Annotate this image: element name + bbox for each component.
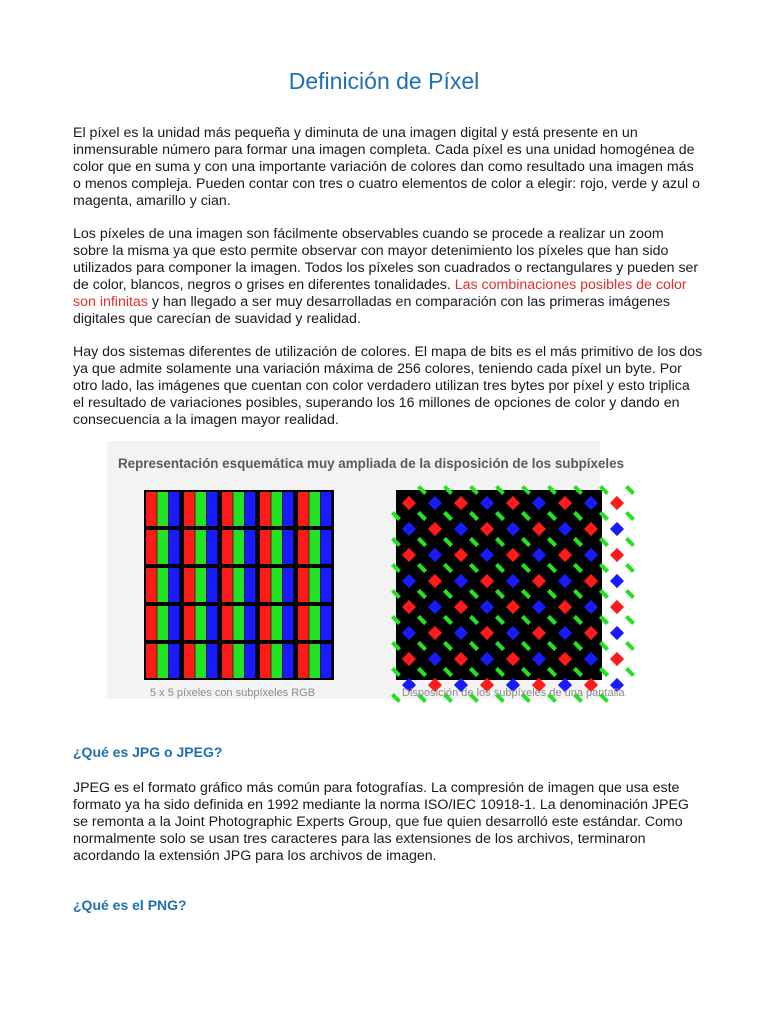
green-subpixel — [469, 667, 479, 677]
diamond-subpixel — [584, 496, 598, 510]
rgb-subpixel — [321, 606, 332, 640]
green-subpixel — [599, 589, 609, 599]
rgb-subpixel — [260, 492, 271, 526]
green-subpixel — [573, 511, 583, 521]
diamond-subpixel — [558, 652, 572, 666]
green-subpixel — [391, 563, 401, 573]
diamond-subpixel — [610, 496, 624, 510]
paragraph-pixel-zoom — [73, 226, 703, 328]
green-subpixel — [391, 589, 401, 599]
rgb-subpixel — [233, 644, 244, 678]
green-subpixel — [417, 511, 427, 521]
diamond-subpixel — [402, 496, 416, 510]
rgb-subpixel — [260, 644, 271, 678]
green-subpixel — [417, 667, 427, 677]
rgb-subpixel — [271, 530, 282, 564]
green-subpixel — [599, 537, 609, 547]
rgb-subpixel — [283, 606, 294, 640]
green-subpixel — [599, 485, 609, 495]
rgb-subpixel — [207, 530, 218, 564]
diamond-subpixel — [402, 652, 416, 666]
diamond-subpixel — [532, 496, 546, 510]
rgb-subpixel — [146, 568, 157, 602]
green-subpixel — [599, 563, 609, 573]
diamond-subpixel — [480, 522, 494, 536]
rgb-subpixel — [271, 568, 282, 602]
diamond-subpixel-grid — [396, 490, 602, 680]
rgb-subpixel — [169, 530, 180, 564]
green-subpixel — [391, 511, 401, 521]
diamond-subpixel — [428, 522, 442, 536]
green-subpixel — [625, 589, 635, 599]
rgb-subpixel — [283, 530, 294, 564]
figure-right-label: Disposición de los subpíxeles de una pantalla — [402, 687, 625, 699]
diamond-subpixel — [428, 496, 442, 510]
green-subpixel — [495, 615, 505, 625]
green-subpixel — [547, 563, 557, 573]
diamond-subpixel — [506, 496, 520, 510]
green-subpixel — [547, 511, 557, 521]
diamond-subpixel — [584, 652, 598, 666]
rgb-subpixel — [245, 644, 256, 678]
rgb-subpixel — [157, 606, 168, 640]
rgb-subpixel — [207, 644, 218, 678]
paragraph-text: Los píxeles de una imagen son fácilmente observables cuando se procede a realizar un zoom sobre la misma ya que esto permite observar con mayor detenimiento los píxeles que han sido utilizados para componer la imagen. Todos los píxeles son cuadrados o rectangulares y pueden ser de color, blancos, negros o grises en diferentes tonalidades. — [73, 226, 699, 293]
diamond-subpixel — [454, 548, 468, 562]
rgb-subpixel — [245, 568, 256, 602]
rgb-subpixel — [157, 644, 168, 678]
green-subpixel — [443, 589, 453, 599]
green-subpixel — [391, 667, 401, 677]
green-subpixel — [469, 563, 479, 573]
diamond-subpixel — [558, 496, 572, 510]
rgb-subpixel — [184, 568, 195, 602]
rgb-subpixel — [271, 606, 282, 640]
rgb-subpixel — [245, 492, 256, 526]
green-subpixel — [495, 589, 505, 599]
green-subpixel — [443, 485, 453, 495]
green-subpixel — [495, 537, 505, 547]
green-subpixel — [547, 615, 557, 625]
rgb-subpixel — [146, 644, 157, 678]
green-subpixel — [573, 589, 583, 599]
rgb-subpixel — [260, 568, 271, 602]
diamond-subpixel — [480, 574, 494, 588]
rgb-subpixel — [222, 530, 233, 564]
green-subpixel — [391, 693, 401, 703]
rgb-subpixel — [309, 568, 320, 602]
rgb-subpixel — [298, 568, 309, 602]
section-heading-png: ¿Qué es el PNG? — [73, 897, 187, 913]
section-heading-jpeg: ¿Qué es JPG o JPEG? — [73, 744, 223, 760]
diamond-subpixel — [558, 548, 572, 562]
green-subpixel — [521, 537, 531, 547]
rgb-subpixel — [222, 644, 233, 678]
green-subpixel — [417, 615, 427, 625]
rgb-subpixel — [260, 530, 271, 564]
green-subpixel — [443, 641, 453, 651]
diamond-subpixel — [480, 496, 494, 510]
green-subpixel — [625, 667, 635, 677]
diamond-subpixel — [532, 600, 546, 614]
diamond-subpixel — [402, 548, 416, 562]
green-subpixel — [625, 615, 635, 625]
green-subpixel — [599, 615, 609, 625]
rgb-subpixel — [222, 606, 233, 640]
rgb-subpixel — [298, 606, 309, 640]
diamond-subpixel — [558, 574, 572, 588]
diamond-subpixel — [610, 626, 624, 640]
green-subpixel — [521, 511, 531, 521]
green-subpixel — [417, 563, 427, 573]
rgb-subpixel — [146, 492, 157, 526]
green-subpixel — [573, 667, 583, 677]
rgb-subpixel — [195, 530, 206, 564]
rgb-subpixel — [222, 568, 233, 602]
rgb-subpixel — [146, 606, 157, 640]
diamond-subpixel — [428, 626, 442, 640]
green-subpixel — [469, 641, 479, 651]
green-subpixel — [573, 563, 583, 573]
rgb-subpixel — [146, 530, 157, 564]
paragraph-jpeg: JPEG es el formato gráfico más común para fotografías. La compresión de imagen que usa este formato ya ha sido definida en 1992 mediante la norma ISO/IEC 10918-1. La denominación JPEG se remonta a la Joint Photographic Experts Group, que fue quien desarrolló este estándar. Como normalmente solo se usan tres caracteres para las extensiones de los archivos, terminaron acordando la extensión JPG para los archivos de imagen. — [73, 780, 689, 864]
green-subpixel — [469, 485, 479, 495]
green-subpixel — [547, 641, 557, 651]
rgb-subpixel — [195, 644, 206, 678]
diamond-subpixel — [584, 600, 598, 614]
rgb-subpixel — [195, 606, 206, 640]
green-subpixel — [625, 563, 635, 573]
green-subpixel — [417, 537, 427, 547]
diamond-subpixel — [610, 574, 624, 588]
rgb-subpixel — [169, 492, 180, 526]
rgb-subpixel — [245, 606, 256, 640]
diamond-subpixel — [454, 496, 468, 510]
rgb-subpixel — [169, 644, 180, 678]
green-subpixel — [547, 589, 557, 599]
diamond-subpixel — [506, 652, 520, 666]
rgb-subpixel — [283, 568, 294, 602]
rgb-subpixel — [184, 530, 195, 564]
paragraph-pixel-definition: El píxel es la unidad más pequeña y diminuta de una imagen digital y está presente en un inmensurable número para formar una imagen completa. Cada píxel es una unidad homogénea de color que en suma y con una importante variación de colores dan como resultado una imagen más o menos compleja. Pueden contar con tres o cuatro elementos de color a elegir: rojo, verde y azul o magenta, amarillo y cian. — [73, 125, 700, 209]
rgb-subpixel — [283, 644, 294, 678]
diamond-subpixel — [454, 600, 468, 614]
rgb-subpixel — [321, 530, 332, 564]
diamond-subpixel — [428, 600, 442, 614]
rgb-subpixel — [157, 568, 168, 602]
green-subpixel — [625, 511, 635, 521]
green-subpixel — [443, 563, 453, 573]
green-subpixel — [469, 511, 479, 521]
rgb-subpixel — [207, 606, 218, 640]
green-subpixel — [573, 615, 583, 625]
diamond-subpixel — [480, 626, 494, 640]
green-subpixel — [521, 615, 531, 625]
rgb-subpixel — [207, 492, 218, 526]
rgb-subpixel — [298, 492, 309, 526]
diamond-subpixel — [532, 652, 546, 666]
green-subpixel — [521, 589, 531, 599]
diamond-subpixel — [454, 522, 468, 536]
rgb-subpixel — [321, 568, 332, 602]
rgb-subpixel — [271, 492, 282, 526]
diamond-subpixel — [558, 626, 572, 640]
diamond-subpixel — [610, 600, 624, 614]
green-subpixel — [625, 641, 635, 651]
diamond-subpixel — [402, 522, 416, 536]
green-subpixel — [469, 537, 479, 547]
rgb-subpixel — [233, 568, 244, 602]
paragraph-color-systems: Hay dos sistemas diferentes de utilización de colores. El mapa de bits es el más primitivo de los dos ya que admite solamente una variación máxima de 256 colores, teniendo cada píxel un byte. Por otro lado, las imágenes que cuentan con color verdadero utilizan tres bytes por píxel y esto triplica el resultado de variaciones posibles, superando los 16 millones de opciones de color y dando en consecuencia a la imagen mayor realidad. — [73, 344, 703, 428]
rgb-subpixel — [157, 530, 168, 564]
rgb-subpixel — [233, 530, 244, 564]
rgb-subpixel — [309, 492, 320, 526]
green-subpixel — [521, 641, 531, 651]
green-subpixel — [599, 641, 609, 651]
rgb-subpixel — [222, 492, 233, 526]
green-subpixel — [521, 563, 531, 573]
green-subpixel — [417, 485, 427, 495]
green-subpixel — [625, 537, 635, 547]
green-subpixel — [469, 589, 479, 599]
diamond-subpixel — [584, 574, 598, 588]
paragraph-text: y han llegado a ser muy desarrolladas en comparación con las primeras imágenes digitales que carecían de suavidad y realidad. — [73, 294, 670, 327]
green-subpixel — [573, 537, 583, 547]
diamond-subpixel — [610, 548, 624, 562]
rgb-subpixel — [309, 606, 320, 640]
diamond-subpixel — [584, 626, 598, 640]
green-subpixel — [495, 667, 505, 677]
diamond-subpixel — [480, 548, 494, 562]
rgb-subpixel — [298, 530, 309, 564]
green-subpixel — [547, 537, 557, 547]
rgb-subpixel-grid — [144, 490, 334, 680]
rgb-subpixel — [283, 492, 294, 526]
green-subpixel — [573, 641, 583, 651]
diamond-subpixel — [402, 626, 416, 640]
green-subpixel — [521, 485, 531, 495]
diamond-subpixel — [558, 522, 572, 536]
rgb-subpixel — [184, 492, 195, 526]
rgb-subpixel — [195, 568, 206, 602]
rgb-subpixel — [233, 606, 244, 640]
page-title: Definición de Píxel — [288, 68, 480, 94]
green-subpixel — [547, 667, 557, 677]
green-subpixel — [521, 667, 531, 677]
diamond-subpixel — [532, 574, 546, 588]
diamond-subpixel — [480, 600, 494, 614]
green-subpixel — [495, 563, 505, 573]
figure-caption: Representación esquemática muy ampliada de la disposición de los subpíxeles — [118, 456, 625, 471]
green-subpixel — [391, 641, 401, 651]
green-subpixel — [443, 511, 453, 521]
diamond-subpixel — [454, 626, 468, 640]
rgb-subpixel — [169, 568, 180, 602]
figure-left-label: 5 x 5 píxeles con subpíxeles RGB — [150, 687, 316, 699]
green-subpixel — [391, 537, 401, 547]
green-subpixel — [417, 641, 427, 651]
rgb-subpixel — [271, 644, 282, 678]
green-subpixel — [495, 485, 505, 495]
green-subpixel — [599, 667, 609, 677]
diamond-subpixel — [532, 626, 546, 640]
rgb-subpixel — [321, 492, 332, 526]
diamond-subpixel — [506, 522, 520, 536]
green-subpixel — [625, 485, 635, 495]
rgb-subpixel — [184, 606, 195, 640]
diamond-subpixel — [402, 600, 416, 614]
diamond-subpixel — [480, 652, 494, 666]
rgb-subpixel — [321, 644, 332, 678]
green-subpixel — [495, 511, 505, 521]
rgb-subpixel — [245, 530, 256, 564]
green-subpixel — [443, 615, 453, 625]
green-subpixel — [573, 485, 583, 495]
diamond-subpixel — [610, 652, 624, 666]
rgb-subpixel — [207, 568, 218, 602]
diamond-subpixel — [402, 574, 416, 588]
green-subpixel — [495, 641, 505, 651]
diamond-subpixel — [428, 574, 442, 588]
diamond-subpixel — [506, 626, 520, 640]
diamond-subpixel — [584, 548, 598, 562]
rgb-subpixel — [157, 492, 168, 526]
rgb-subpixel — [260, 606, 271, 640]
diamond-subpixel — [428, 548, 442, 562]
green-subpixel — [443, 537, 453, 547]
diamond-subpixel — [506, 574, 520, 588]
rgb-subpixel — [184, 644, 195, 678]
rgb-subpixel — [233, 492, 244, 526]
diamond-subpixel — [506, 600, 520, 614]
diamond-subpixel — [558, 600, 572, 614]
diamond-subpixel — [428, 652, 442, 666]
green-subpixel — [599, 511, 609, 521]
green-subpixel — [417, 589, 427, 599]
rgb-subpixel — [169, 606, 180, 640]
diamond-subpixel — [532, 522, 546, 536]
diamond-subpixel — [454, 652, 468, 666]
highlighted-text: Las combinaciones posibles de color son infinitas — [73, 277, 687, 310]
diamond-subpixel — [584, 522, 598, 536]
green-subpixel — [469, 615, 479, 625]
subpixel-figure — [107, 441, 625, 699]
diamond-subpixel — [506, 548, 520, 562]
rgb-subpixel — [195, 492, 206, 526]
rgb-subpixel — [309, 644, 320, 678]
diamond-subpixel — [610, 522, 624, 536]
green-subpixel — [547, 485, 557, 495]
green-subpixel — [391, 615, 401, 625]
rgb-subpixel — [309, 530, 320, 564]
diamond-subpixel — [454, 574, 468, 588]
diamond-subpixel — [532, 548, 546, 562]
rgb-subpixel — [298, 644, 309, 678]
green-subpixel — [443, 667, 453, 677]
